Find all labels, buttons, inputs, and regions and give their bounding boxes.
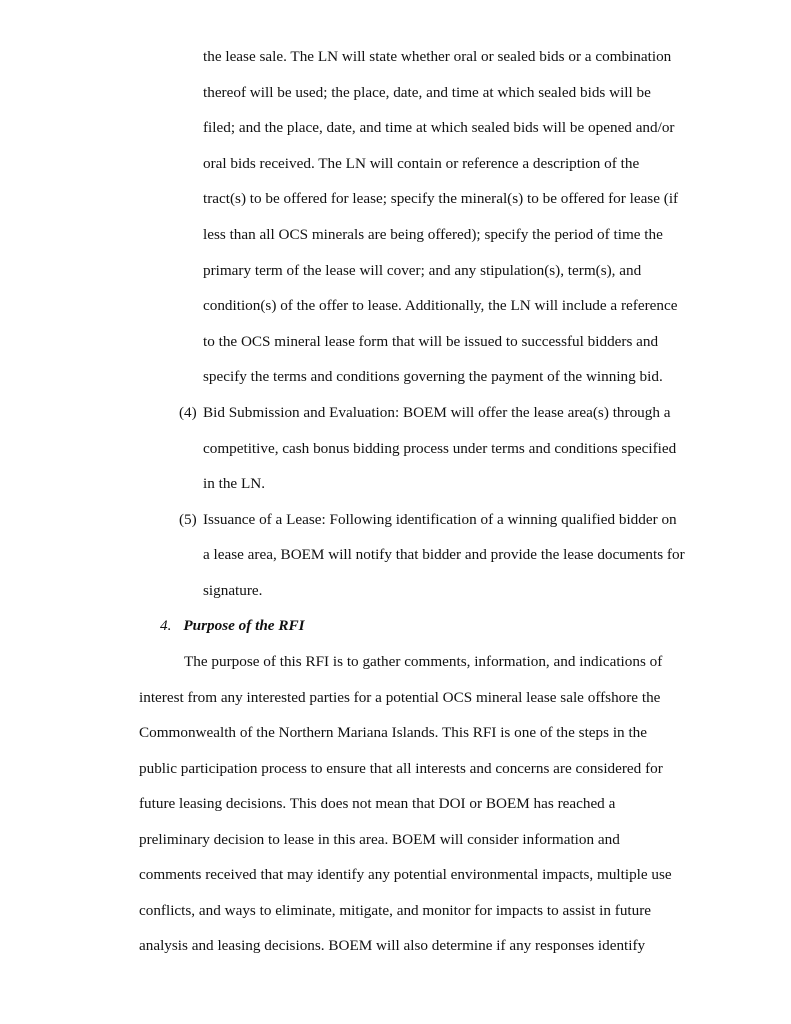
section-title: Purpose of the RFI xyxy=(183,617,305,634)
text-line: Bid Submission and Evaluation: BOEM will offer the lease area(s) through a xyxy=(203,404,671,421)
text-line: specify the terms and conditions governing the payment of the winning bid. xyxy=(203,368,663,385)
text-line: filed; and the place, date, and time at which sealed bids will be opened and/or xyxy=(203,119,675,136)
text-line: Issuance of a Lease: Following identification of a winning qualified bidder on xyxy=(203,511,677,528)
section-heading xyxy=(160,618,304,633)
text-line: preliminary decision to lease in this area. BOEM will consider information and xyxy=(139,831,620,848)
text-line: competitive, cash bonus bidding process under terms and conditions specified xyxy=(203,440,677,457)
text-line: signature. xyxy=(203,582,263,599)
text-line: primary term of the lease will cover; and any stipulation(s), term(s), and xyxy=(203,262,642,279)
text-line: condition(s) of the offer to lease. Additionally, the LN will include a reference xyxy=(203,297,678,314)
text-line: thereof will be used; the place, date, and time at which sealed bids will be xyxy=(203,84,651,101)
text-line: tract(s) to be offered for lease; specify the mineral(s) to be offered for lease (if xyxy=(203,190,679,207)
text-line: to the OCS mineral lease form that will be issued to successful bidders and xyxy=(203,333,659,350)
text-line: interest from any interested parties for a potential OCS mineral lease sale offshore the xyxy=(139,689,661,706)
text-line: oral bids received. The LN will contain or reference a description of the xyxy=(203,155,640,172)
text-line: the lease sale. The LN will state whether oral or sealed bids or a combination xyxy=(203,48,672,65)
text-line: analysis and leasing decisions. BOEM will also determine if any responses identify xyxy=(139,937,646,954)
text-line: The purpose of this RFI is to gather comments, information, and indications of xyxy=(184,653,663,670)
list-item-number: (4) xyxy=(179,404,197,421)
text-line: less than all OCS minerals are being offered); specify the period of time the xyxy=(203,226,663,243)
text-line: Commonwealth of the Northern Mariana Islands. This RFI is one of the steps in the xyxy=(139,724,647,741)
text-line: future leasing decisions. This does not mean that DOI or BOEM has reached a xyxy=(139,795,616,812)
text-line: conflicts, and ways to eliminate, mitigate, and monitor for impacts to assist in future xyxy=(139,902,652,919)
section-number: 4. xyxy=(160,617,172,634)
text-line: public participation process to ensure that all interests and concerns are considered for xyxy=(139,760,663,777)
list-item-number: (5) xyxy=(179,511,197,528)
text-line: in the LN. xyxy=(203,475,266,492)
text-line: comments received that may identify any potential environmental impacts, multiple use xyxy=(139,866,672,883)
text-line: a lease area, BOEM will notify that bidder and provide the lease documents for xyxy=(203,546,685,563)
